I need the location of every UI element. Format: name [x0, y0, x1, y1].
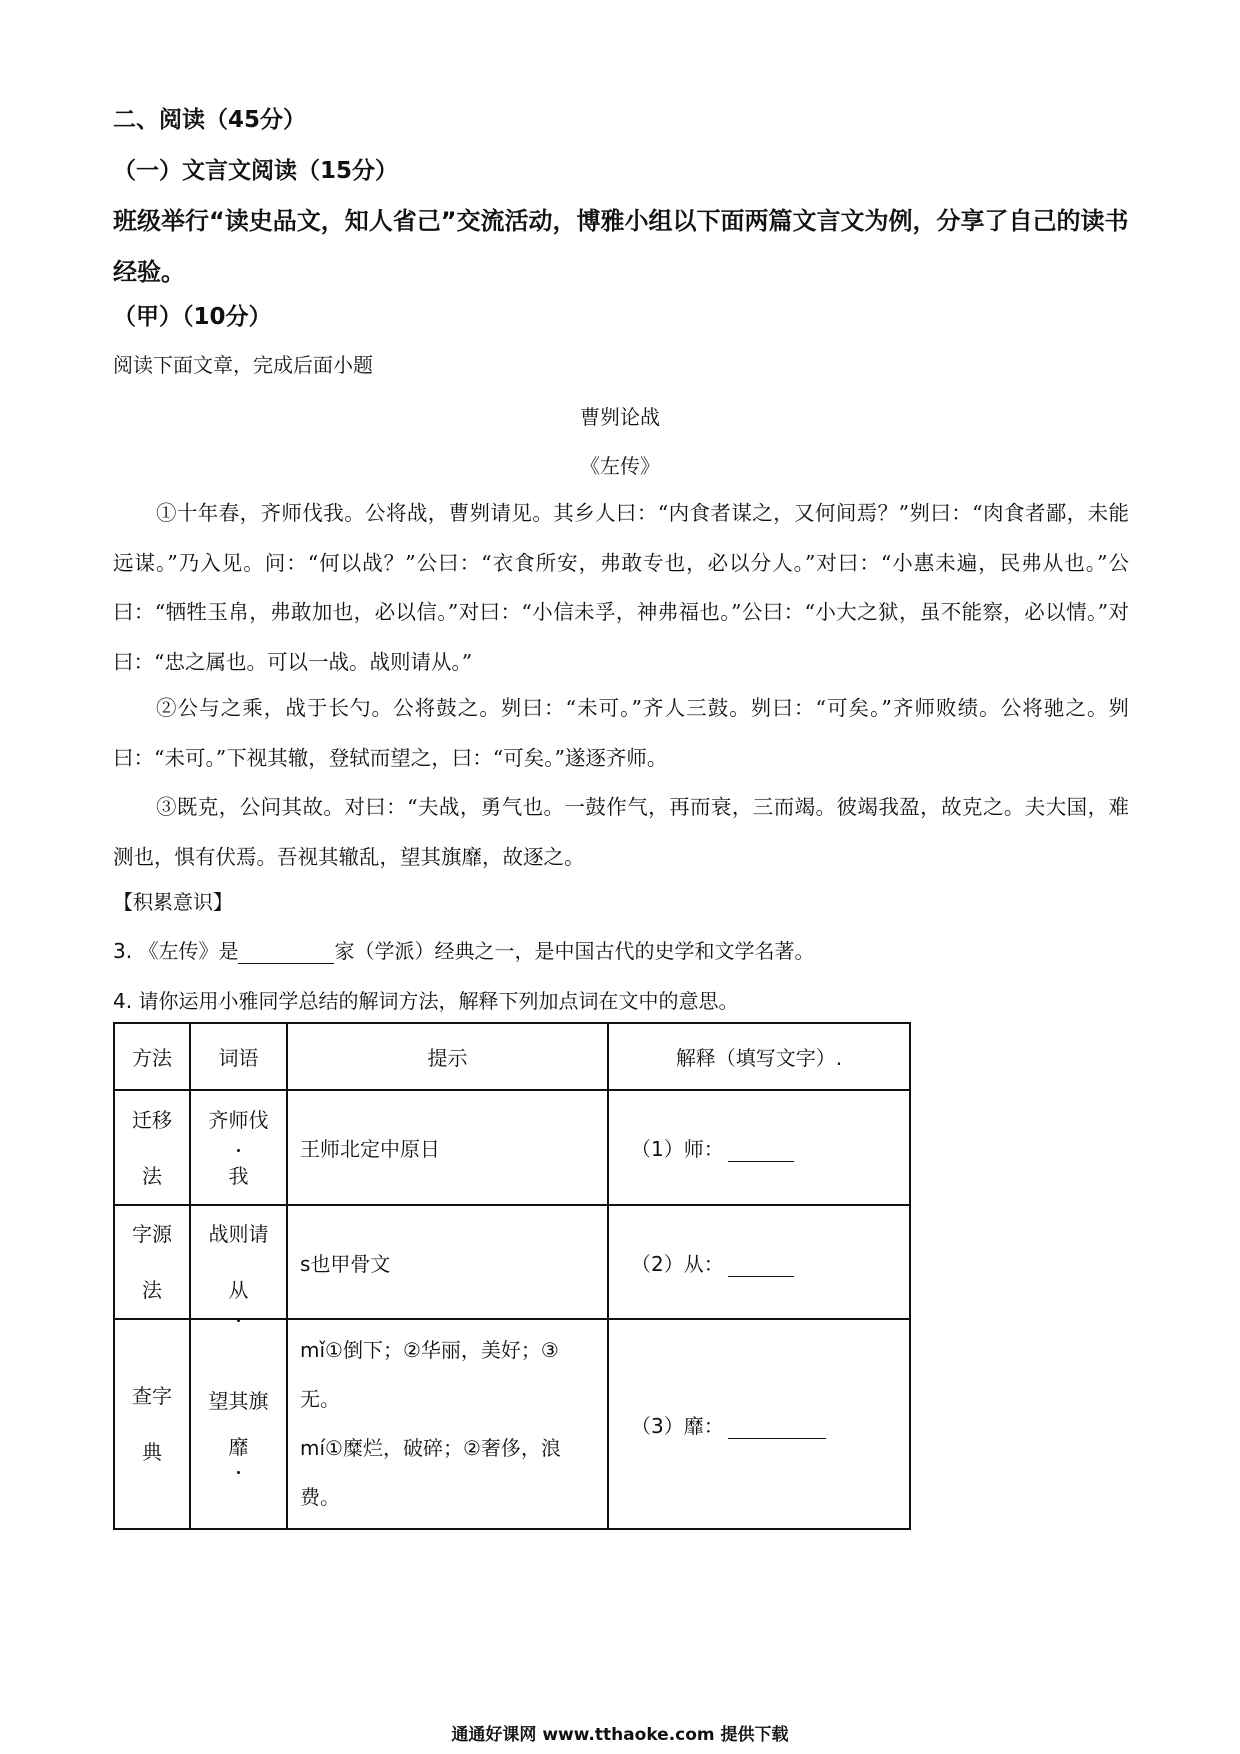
- answer-cell: [608, 1319, 910, 1529]
- subsection-heading: （一）文言文阅读（15分）: [113, 158, 399, 184]
- answer-cell: [608, 1205, 910, 1319]
- word-line: [191, 1092, 286, 1148]
- header-hint: 提示: [287, 1023, 608, 1090]
- word-line: 望其旗: [208, 1389, 269, 1413]
- method-cell: [114, 1205, 190, 1319]
- answer-blank-1[interactable]: [728, 1140, 794, 1162]
- answer-blank-3[interactable]: [728, 1417, 826, 1439]
- answer-blank-2[interactable]: [728, 1255, 794, 1277]
- question-4: 4. 请你运用小雅同学总结的解词方法，解释下列加点词在文中的意思。: [113, 989, 739, 1013]
- passage-source: 《左传》: [580, 454, 660, 478]
- header-explanation: 解释（填写文字）.: [608, 1023, 910, 1090]
- header-word: 词语: [190, 1023, 287, 1090]
- word-text: 齐师伐: [209, 1108, 269, 1132]
- table-row: [114, 1319, 910, 1529]
- answer-label: （2）从：: [631, 1251, 724, 1276]
- word-line: [191, 1262, 286, 1318]
- activity-intro: 班级举行“读史品文，知人省己”交流活动，博雅小组以下面两篇文言文为例，分享了自己的读书经验。: [113, 207, 1129, 286]
- question-3-prefix: 3. 《左传》是: [113, 939, 239, 963]
- word-line: 我: [228, 1163, 249, 1188]
- header-method: 方法: [114, 1023, 190, 1090]
- word-cell: [190, 1090, 287, 1205]
- word-cell: [190, 1319, 287, 1529]
- method-line: 字源: [132, 1222, 172, 1246]
- word-cell: [190, 1205, 287, 1319]
- answer-label: （1）师：: [631, 1137, 724, 1161]
- question-3-suffix: 家（学派）经典之一，是中国古代的史学和文学名著。: [334, 939, 815, 963]
- passage-title: 曹刿论战: [580, 405, 660, 429]
- word-method-table: [113, 1022, 911, 1530]
- word-line: 战则请: [208, 1222, 269, 1246]
- part-heading: （甲）（10分）: [113, 304, 272, 330]
- hint-line: mí①糜烂，破碎；②奢侈，浪费。: [300, 1436, 561, 1509]
- method-line: 法: [142, 1163, 162, 1188]
- passage-paragraph-2: ②公与之乘，战于长勺。公将鼓之。刿曰：“未可。”齐人三鼓。刿曰：“可矣。”齐师败绩。公将驰之。刿曰：“未可。”下视其辙，登轼而望之，曰：“可矣。”遂逐齐师。: [113, 696, 1129, 770]
- dotted-character: 靡: [229, 1424, 249, 1470]
- table-row: [114, 1090, 910, 1205]
- table-header-row: [114, 1023, 910, 1090]
- passage-paragraph-1: ①十年春，齐师伐我。公将战，曹刿请见。其乡人曰：“内食者谋之，又何间焉？”刿曰：“肉食者鄙，未能远谋。”乃入见。问：“何以战？”公曰：“衣食所安，弗敢专也，必以分人。”对曰：“小惠未遍，民弗从也。”公曰：“牺牲玉帛，弗敢加也，必以信。”对曰：“小信未孚，神弗福也。”公曰：“小大之狱，虽不能察，必以情。”对曰：“忠之属也。可以一战。战则请从。”: [113, 501, 1129, 674]
- method-cell: [114, 1319, 190, 1529]
- section-heading: 二、阅读（45分）: [113, 107, 307, 133]
- method-line: 法: [142, 1278, 162, 1302]
- answer-label: （3）靡：: [631, 1413, 724, 1438]
- answer-blank-q3[interactable]: [238, 942, 334, 964]
- answer-cell: [608, 1090, 910, 1205]
- accumulation-tag: 【积累意识】: [113, 890, 233, 914]
- question-3: [113, 935, 814, 964]
- hint-cell: s也甲骨文: [287, 1205, 608, 1319]
- method-line: 迁移: [132, 1107, 172, 1132]
- method-cell: [114, 1090, 190, 1205]
- method-line: 查字: [132, 1384, 172, 1408]
- word-line: [191, 1424, 286, 1470]
- page-footer: 通通好课网 www.tthaoke.com 提供下载: [451, 1725, 789, 1745]
- dotted-character: 从: [229, 1262, 249, 1318]
- table-row: [114, 1205, 910, 1319]
- passage-paragraph-3: ③既克，公问其故。对曰：“夫战，勇气也。一鼓作气，再而衰，三而竭。彼竭我盈，故克之。夫大国，难测也，惧有伏焉。吾视其辙乱，望其旗靡，故逐之。: [113, 795, 1129, 869]
- method-line: 典: [142, 1440, 162, 1464]
- hint-line: mǐ①倒下；②华丽，美好；③无。: [300, 1338, 559, 1411]
- dotted-character: 师: [229, 1092, 249, 1148]
- hint-cell: 王师北定中原日: [287, 1090, 608, 1205]
- reading-instruction: 阅读下面文章，完成后面小题: [113, 353, 373, 377]
- hint-cell: [287, 1319, 608, 1529]
